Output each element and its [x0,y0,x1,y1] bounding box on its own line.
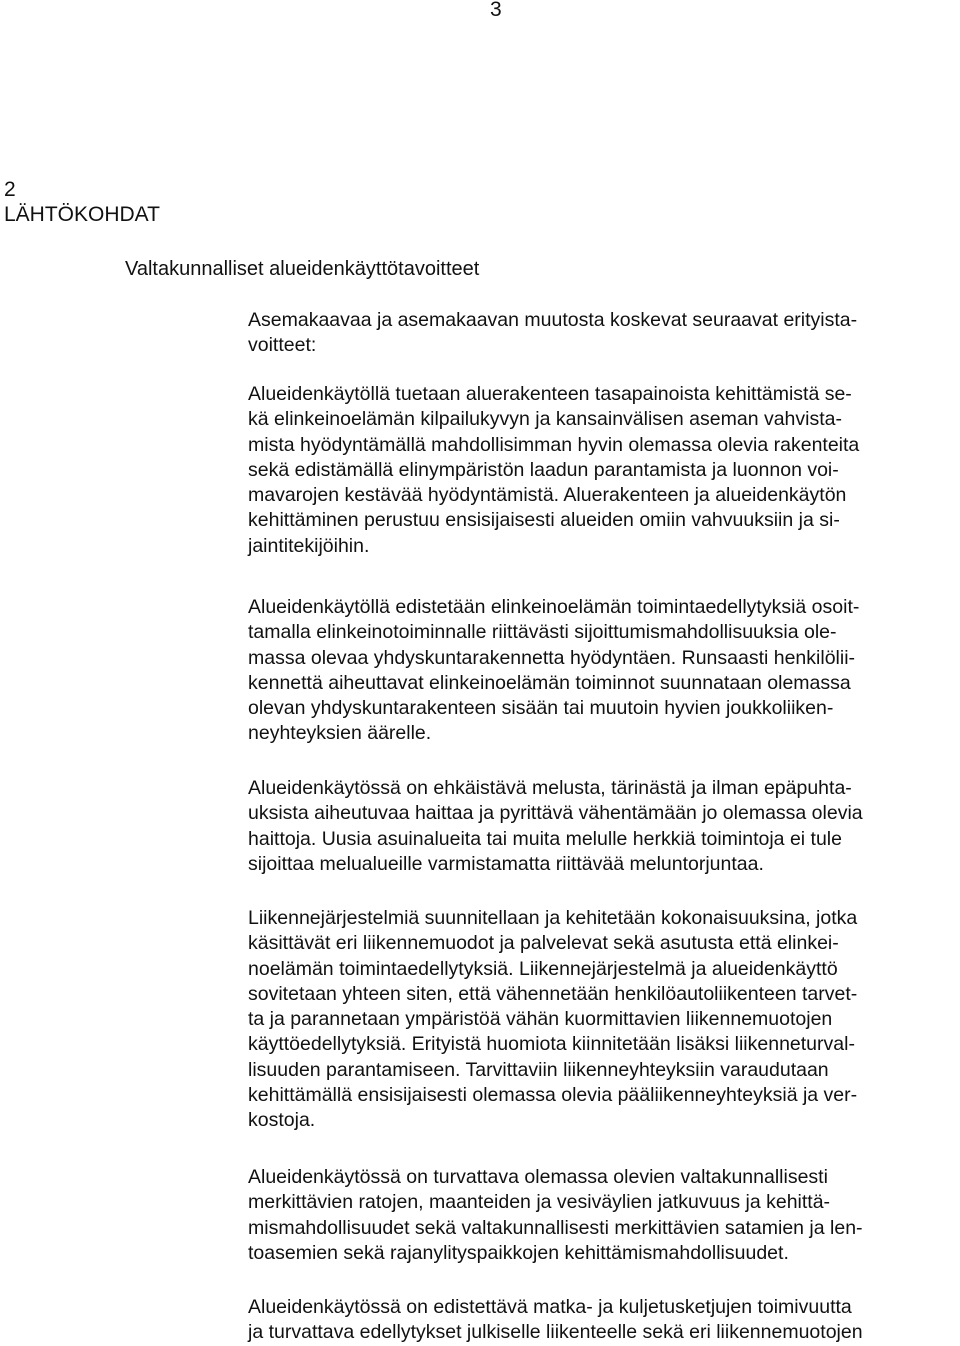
paragraph-regional-structure: Alueidenkäytöllä tuetaan aluerakenteen tasapainoista kehittämistä se- kä elinkeinoelämän kilpailukyvyn ja kansainvälisen aseman vahvista- mista hyödyntämällä mahdollisimman hyvin olemassa olevia rakenteita sekä edistämällä elinympäristön laadun parantamista ja luonnon voi- mavarojen kestävää hyödyntämistä. Aluerakenteen ja alueidenkäytön kehittäminen perustuu ensisijaisesti alueiden omiin vahvuuksiin ja si- jaintitekijöihin. [248,383,860,557]
paragraph-travel-chains: Alueidenkäytössä on edistettävä matka- ja kuljetusketjujen toimivuutta ja turvattava edellytykset julkiselle liikenteelle sekä eri liikennemuotojen [248,1296,863,1344]
paragraph-noise-prevention: Alueidenkäytössä on ehkäistävä melusta, tärinästä ja ilman epäpuhta- uksista aiheutuvaa haittaa ja pyrittävä vähentämään jo olemassa olevia haittoja. Uusia asuinalueita tai muita melulle herkkiä toimintoja ei tule sijoittaa melualueille varmistamatta riittävää meluntorjuntaa. [248,777,863,875]
section-number: 2 [4,178,16,201]
intro-paragraph: Asemakaavaa ja asemakaavan muutosta koskevat seuraavat erityista- voitteet: [248,309,858,356]
subheading: Valtakunnalliset alueidenkäyttötavoitteet [125,258,480,280]
paragraph-business-conditions: Alueidenkäytöllä edistetään elinkeinoelämän toimintaedellytyksiä osoit- tamalla elinkeinotoiminnalle riittävästi sijoittumismahdollisuuksia ole- massa olevaa yhdyskuntarakennetta hyödyntäen. Runsaasti henkilölii- kennettä aiheuttavat elinkeinoelämän toiminnot suunnataan olemassa olevan yhdyskuntarakenteen sisään tai muutoin hyvien joukkoliiken- neyhteyksien äärelle. [248,596,860,745]
section-title: LÄHTÖKOHDAT [4,203,160,226]
paragraph-national-routes: Alueidenkäytössä on turvattava olemassa olevien valtakunnallisesti merkittävien ratojen, maanteiden ja vesiväylien jatkuvuus ja kehittä- mismahdollisuudet sekä valtakunnallisesti merkittävien satamien ja len- toasemien sekä rajanylityspaikkojen kehittämismahdollisuudet. [248,1166,863,1264]
paragraph-transport-systems: Liikennejärjestelmiä suunnitellaan ja kehitetään kokonaisuuksina, jotka käsittävät eri liikennemuodot ja palvelevat sekä asutusta että elinkei- noelämän toimintaedellytyksiä. Liikennejärjestelmä ja alueidenkäyttö sovitetaan yhteen siten, että vähennetään henkilöautoliikenteen tarvet- ta ja parannetaan ympäristöä vähän kuormittavien liikennemuotojen käyttöedellytyksiä. Erityistä huomiota kiinnitetään lisäksi liikenneturval- lisuuden parantamiseen. Tarvittaviin liikenneyhteyksiin varaudutaan kehittämällä ensisijaisesti olemassa olevia pääliikenneyhteyksiä ja ver- kostoja. [248,907,858,1132]
page-number: 3 [490,0,502,21]
